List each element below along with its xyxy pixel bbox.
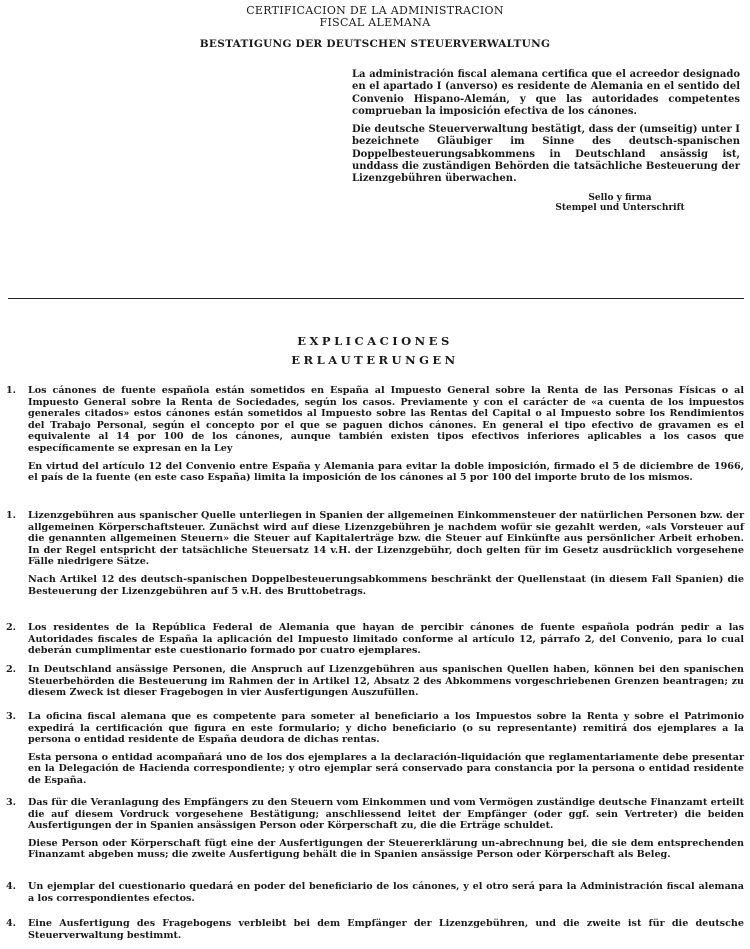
certification-de-text: Die deutsche Steuerverwaltung bestätigt, dass der (umseitig) unter I bezeichnete Gläubiger im Sinne des deutsch-spanischen Doppelbesteuerungsabkommens in Deutschland ansässig ist, unddass die zuständigen Behörden die tatsächliche Besteuerung der Lizenzgebühren überwachen. — [352, 124, 740, 185]
explanation-item — [6, 797, 744, 861]
header-de-title: BESTATIGUNG DER DEUTSCHEN STEUERVERWALTUNG — [199, 38, 551, 50]
explanation-item — [6, 881, 744, 904]
explanations-title-de: ERLAUTERUNGEN — [291, 353, 459, 367]
header-es-line2: FISCAL ALEMANA — [319, 16, 431, 29]
explanation-item — [6, 622, 744, 657]
item-paragraph: Los residentes de la República Federal de Alemania que hayan de percibir cánones de fuente española podrán pedir a las Autoridades fiscales de España la aplicación del Impuesto limitado conforme al artículo 12, párrafo 2, del Convenio, para lo cual deberán cumplimentar este cuestionario formado por cuatro ejemplares. — [28, 622, 744, 657]
item-paragraph: Los cánones de fuente española están sometidos en España al Impuesto General sobre la Renta de las Personas Físicas o al Impuesto General sobre la Renta de Sociedades, según los casos. Previamente y con el carácter de «a cuenta de los impuestos generales citados» estos cánones están sometidos al Impuesto sobre las Rentas del Capital o al Impuesto sobre los Rendimientos del Trabajo Personal, según el concepto por el que se paguen dichos cánones. En general el tipo efectivo de gravamen es el equivalente al 14 por 100 de los cánones, aunque también existen tipos efectivos inferiores aplicables a los casos que específicamente se expresan en la Ley — [28, 385, 744, 454]
item-paragraph: Esta persona o entidad acompañará uno de los dos ejemplares a la declaración-liquidación que reglamentariamente debe presentar en la Delegación de Hacienda correspondiente; y otro ejemplar será conservado para constancia por la persona o entidad residente de España. — [28, 751, 744, 786]
item-paragraph: En virtud del artículo 12 del Convenio entre España y Alemania para evitar la doble imposición, firmado el 5 de diciembre de 1966, el país de la fuente (en este caso España) limita la imposición de los cánones al 5 por 100 del importe bruto de los mismos. — [28, 460, 744, 484]
explanation-item — [6, 664, 744, 699]
header-es-line1: CERTIFICACION DE LA ADMINISTRACION — [246, 4, 504, 17]
item-paragraph: La oficina fiscal alemana que es competente para someter al beneficiario a los Impuestos sobre la Renta y sobre el Patrimonio expedirá la certificación que figura en este formulario; y dicho beneficiario (o su representante) remitirá dos ejemplares a la persona o entidad residente de España deudora de dichas rentas. — [28, 711, 744, 746]
item-paragraph: Eine Ausfertigung des Fragebogens verbleibt bei dem Empfänger der Lizenzgebühren, und die zweite ist für die deutsche Steuerverwaltung bestimmt. — [28, 918, 744, 941]
explanations-title-es: EXPLICACIONES — [297, 334, 453, 348]
item-number: 4. — [6, 918, 17, 929]
item-paragraph: Diese Person oder Körperschaft fügt eine der Ausfertigungen der Steuererklärung un-abrechnung bei, die sie dem entsprechenden Finanzamt abgeben muss; die zweite Ausfertigung behält die in Spanien ansässige Person oder Körperschaft als Beleg. — [28, 837, 744, 861]
item-number: 3. — [6, 711, 17, 722]
item-number: 1. — [6, 510, 17, 521]
item-paragraph: Nach Artikel 12 des deutsch-spanischen Doppelbesteuerungsabkommens beschränkt der Quellenstaat (in diesem Fall Spanien) die Besteuerung der Lizenzgebühren auf 5 v.H. des Bruttobetrags. — [28, 573, 744, 597]
signature-label-es: Sello y firma — [588, 193, 652, 203]
certification-es-text: La administración fiscal alemana certifica que el acreedor designado en el apartado I (anverso) es residente de Alemania en el sentido del Convenio Hispano-Alemán, y que las autoridades competentes comprueban la imposición efectiva de los cánones. — [352, 69, 740, 117]
item-paragraph: Lizenzgebühren aus spanischer Quelle unterliegen in Spanien der allgemeinen Einkommensteuer der natürlichen Personen bzw. der allgemeinen Körperschaftsteuer. Zunächst wird auf diese Lizenzgebühren je nachdem wofür sie gezahlt werden, «als Vorsteuer auf die genannten allgemeinen Steuern» die Steuer auf Kapitalerträge bzw. die Steuer auf Einkünfte aus persönlicher Arbeit erhoben. In der Regel entspricht der tatsächliche Steuersatz 14 v.H. der Lizenzgebühr, doch gelten für im Gesetz ausdrücklich vorgesehene Fälle niedrigere Sätze. — [28, 510, 744, 568]
section-divider — [8, 298, 744, 299]
item-number: 2. — [6, 622, 17, 633]
item-paragraph: In Deutschland ansässige Personen, die Anspruch auf Lizenzgebühren aus spanischen Quellen haben, können bei den spanischen Steuerbehörden die Besteuerung im Rahmen der in Artikel 12, Absatz 2 des Abkommens vorgeschriebenen Grenzen beantragen; zu diesem Zweck ist dieser Fragebogen in vier Ausfertigungen Auszufüllen. — [28, 664, 744, 699]
signature-label-de: Stempel und Unterschrift — [555, 203, 685, 213]
item-paragraph: Un ejemplar del cuestionario quedará en poder del beneficiario de los cánones, y el otro será para la Administración fiscal alemana a los correspondientes efectos. — [28, 881, 744, 904]
item-number: 1. — [6, 385, 17, 396]
explanation-item — [6, 918, 744, 941]
explanation-item — [6, 510, 744, 597]
item-number: 2. — [6, 664, 17, 675]
explanation-item — [6, 711, 744, 787]
explanation-item — [6, 385, 744, 484]
item-number: 4. — [6, 881, 17, 892]
item-paragraph: Das für die Veranlagung des Empfängers zu den Steuern vom Einkommen und vom Vermögen zuständige deutsche Finanzamt erteilt die auf diesem Vordruck vorgesehene Bestätigung; anschliessend leitet der Empfänger (oder ggf. sein Vertreter) die beiden Ausfertigungen der in Spanien ansässigen Person oder Körperschaft zu, die die Erträge schuldet. — [28, 797, 744, 832]
item-number: 3. — [6, 797, 17, 808]
